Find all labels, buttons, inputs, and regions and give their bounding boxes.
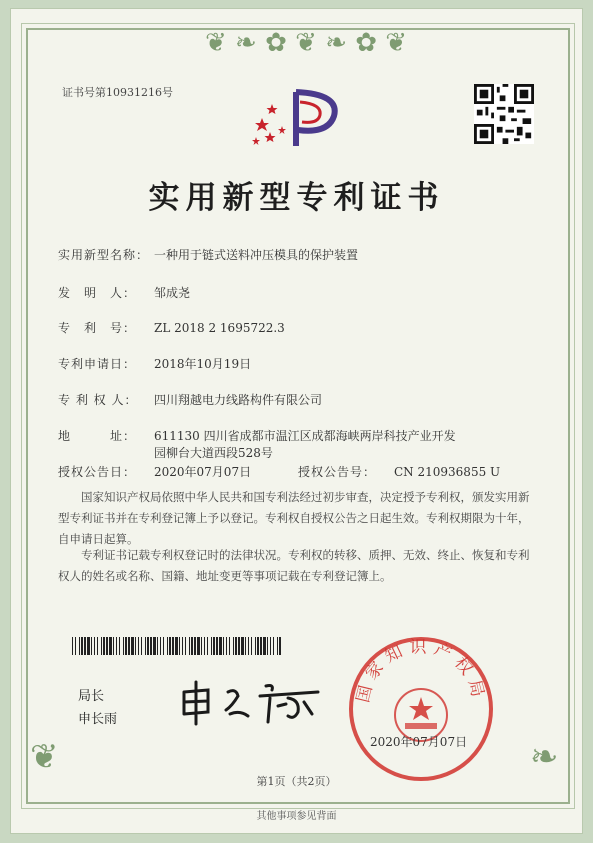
barcode: [72, 637, 282, 655]
field-label: 实用新型名称：: [58, 248, 150, 262]
field-value: 邹成尧: [154, 286, 191, 300]
field-patentee: [58, 391, 322, 408]
field-label: 地 址：: [58, 429, 137, 443]
field-value: 2018年10月19日: [154, 357, 252, 371]
field-value: CN 210936855 U: [394, 465, 501, 479]
field-value: 2020年07月07日: [154, 465, 252, 479]
page-number: 第1页（共2页）: [256, 775, 337, 788]
signatory-name: 申长雨: [78, 712, 118, 727]
field-address-line2: 园柳台大道西段528号: [154, 446, 273, 460]
signatory-title: 局长: [78, 689, 105, 704]
field-value: 611130 四川省成都市温江区成都海峡两岸科技产业开发: [154, 429, 456, 443]
field-utility-model-name: [58, 246, 358, 263]
field-filing-date: [58, 355, 251, 372]
field-address: [58, 427, 456, 444]
handwritten-signature: [178, 676, 328, 728]
field-label: 专利申请日：: [58, 357, 137, 371]
top-ornament: ❦ ❧ ✿ ❦ ❧ ✿ ❦: [205, 28, 408, 58]
field-label: 授权公告号：: [298, 465, 377, 479]
field-label: 专 利 权 人：: [58, 393, 138, 407]
field-patent-number: [58, 319, 285, 336]
svg-text:国家知识产权局: [353, 638, 489, 705]
bottom-right-ornament: ❧: [530, 737, 559, 777]
field-grant-date: [58, 463, 251, 480]
certificate-title: 实用新型专利证书: [148, 180, 445, 216]
bottom-left-ornament: ❦: [30, 737, 59, 777]
field-label: 授权公告日：: [58, 465, 137, 479]
certificate-number: 证书号第10931216号: [62, 86, 173, 99]
seal-date: 2020年07月07日: [370, 735, 468, 749]
field-value: ZL 2018 2 1695722.3: [154, 321, 285, 335]
field-grant-number: [298, 463, 500, 480]
certificate-paragraph-2: 专利证书记载专利权登记时的法律状况。专利权的转移、质押、无效、终止、恢复和专利权人的姓名或名称、国籍、地址变更等事项记载在专利登记簿上。: [58, 548, 530, 583]
footer-note: 其他事项参见背面: [256, 811, 337, 822]
field-value: 四川翔越电力线路构件有限公司: [154, 393, 323, 407]
qr-code: [474, 84, 534, 144]
field-inventor: [58, 284, 190, 301]
field-label: 发 明 人：: [58, 286, 137, 300]
official-seal: [345, 633, 497, 785]
seal-text: 国家知识产权局: [353, 637, 489, 705]
field-label: 专 利 号：: [58, 321, 137, 335]
certificate-paragraph-1: 国家知识产权局依照中华人民共和国专利法经过初步审查，决定授予专利权，颁发实用新型专利证书并在专利登记簿上予以登记。专利权自授权公告之日起生效。专利权期限为十年，自申请日起算。: [58, 490, 530, 546]
field-value: 一种用于链式送料冲压模具的保护装置: [154, 248, 359, 262]
cnipa-logo: [248, 82, 346, 152]
